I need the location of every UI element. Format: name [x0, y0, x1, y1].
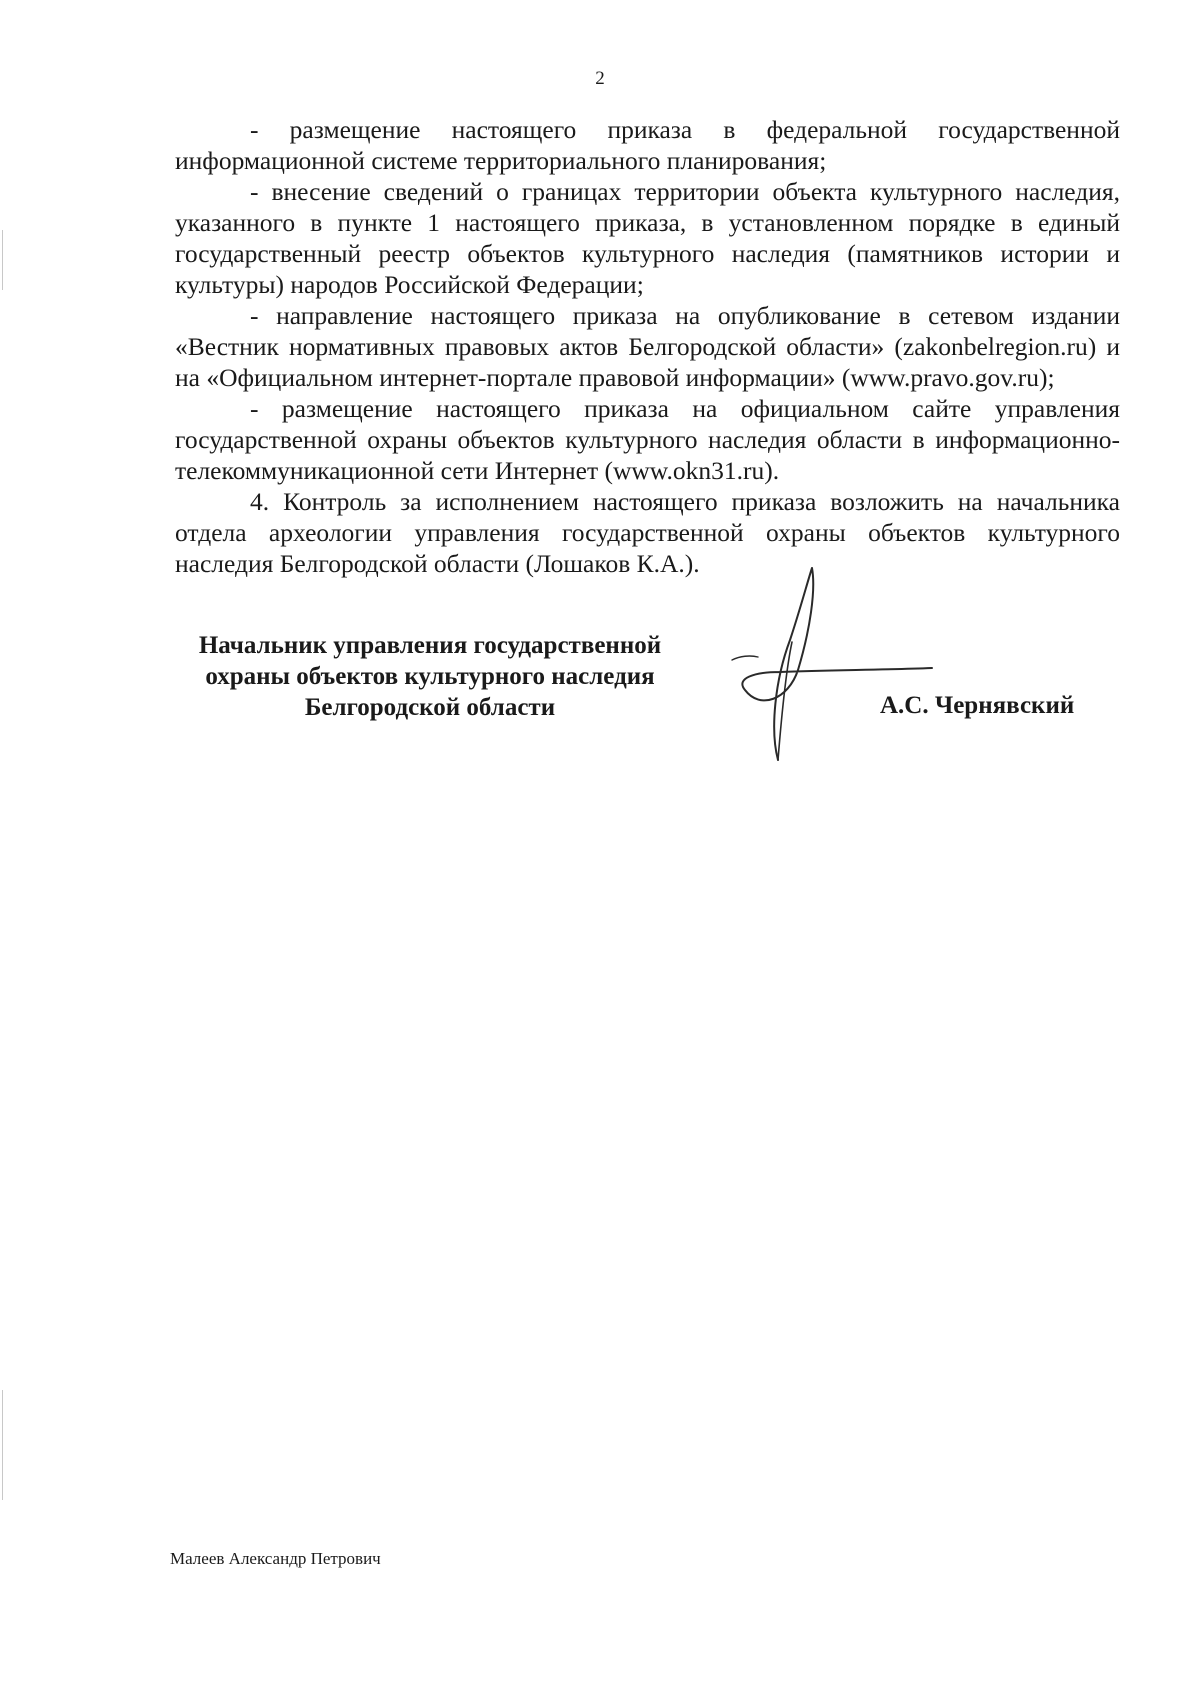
scan-edge-mark: [2, 230, 3, 290]
signatory-name: А.С. Чернявский: [880, 692, 1075, 719]
page-number: 2: [595, 68, 605, 89]
paragraph-publication: - направление настоящего приказа на опубликование в сетевом издании «Вестник нормативных правовых актов Белгородской области» (zakonbelregion.ru) и на «Официальном интернет-портале правовой информации» (www.pravo.gov.ru);: [175, 301, 1120, 392]
signatory-title-line: Белгородской области: [304, 694, 556, 721]
document-body: [175, 114, 1120, 579]
paragraph-registry-entry: - внесение сведений о границах территории объекта культурного наследия, указанного в пункте 1 настоящего приказа, в установленном порядке в единый государственный реестр объектов культурного наследия (памятников истории и культуры) народов Российской Федерации;: [175, 177, 1120, 299]
paragraph-website-placement: - размещение настоящего приказа на официальном сайте управления государственной охраны объектов культурного наследия области в информационно-телекоммуникационной сети Интернет (www.okn31.ru).: [175, 394, 1120, 485]
signatory-title: [170, 630, 690, 723]
scan-edge-mark: [2, 1390, 3, 1500]
handwritten-signature: [720, 560, 940, 770]
executor-name: Малеев Александр Петрович: [170, 1549, 381, 1568]
paragraph-control: 4. Контроль за исполнением настоящего приказа возложить на начальника отдела археологии управления государственной охраны объектов культурного наследия Белгородской области (Лошаков К.А.).: [175, 487, 1120, 578]
signatory-title-line: охраны объектов культурного наследия: [205, 663, 655, 690]
signatory-title-line: Начальник управления государственной: [198, 632, 662, 659]
paragraph-placement-fgis: - размещение настоящего приказа в федеральной государственной информационной системе территориального планирования;: [175, 115, 1120, 175]
